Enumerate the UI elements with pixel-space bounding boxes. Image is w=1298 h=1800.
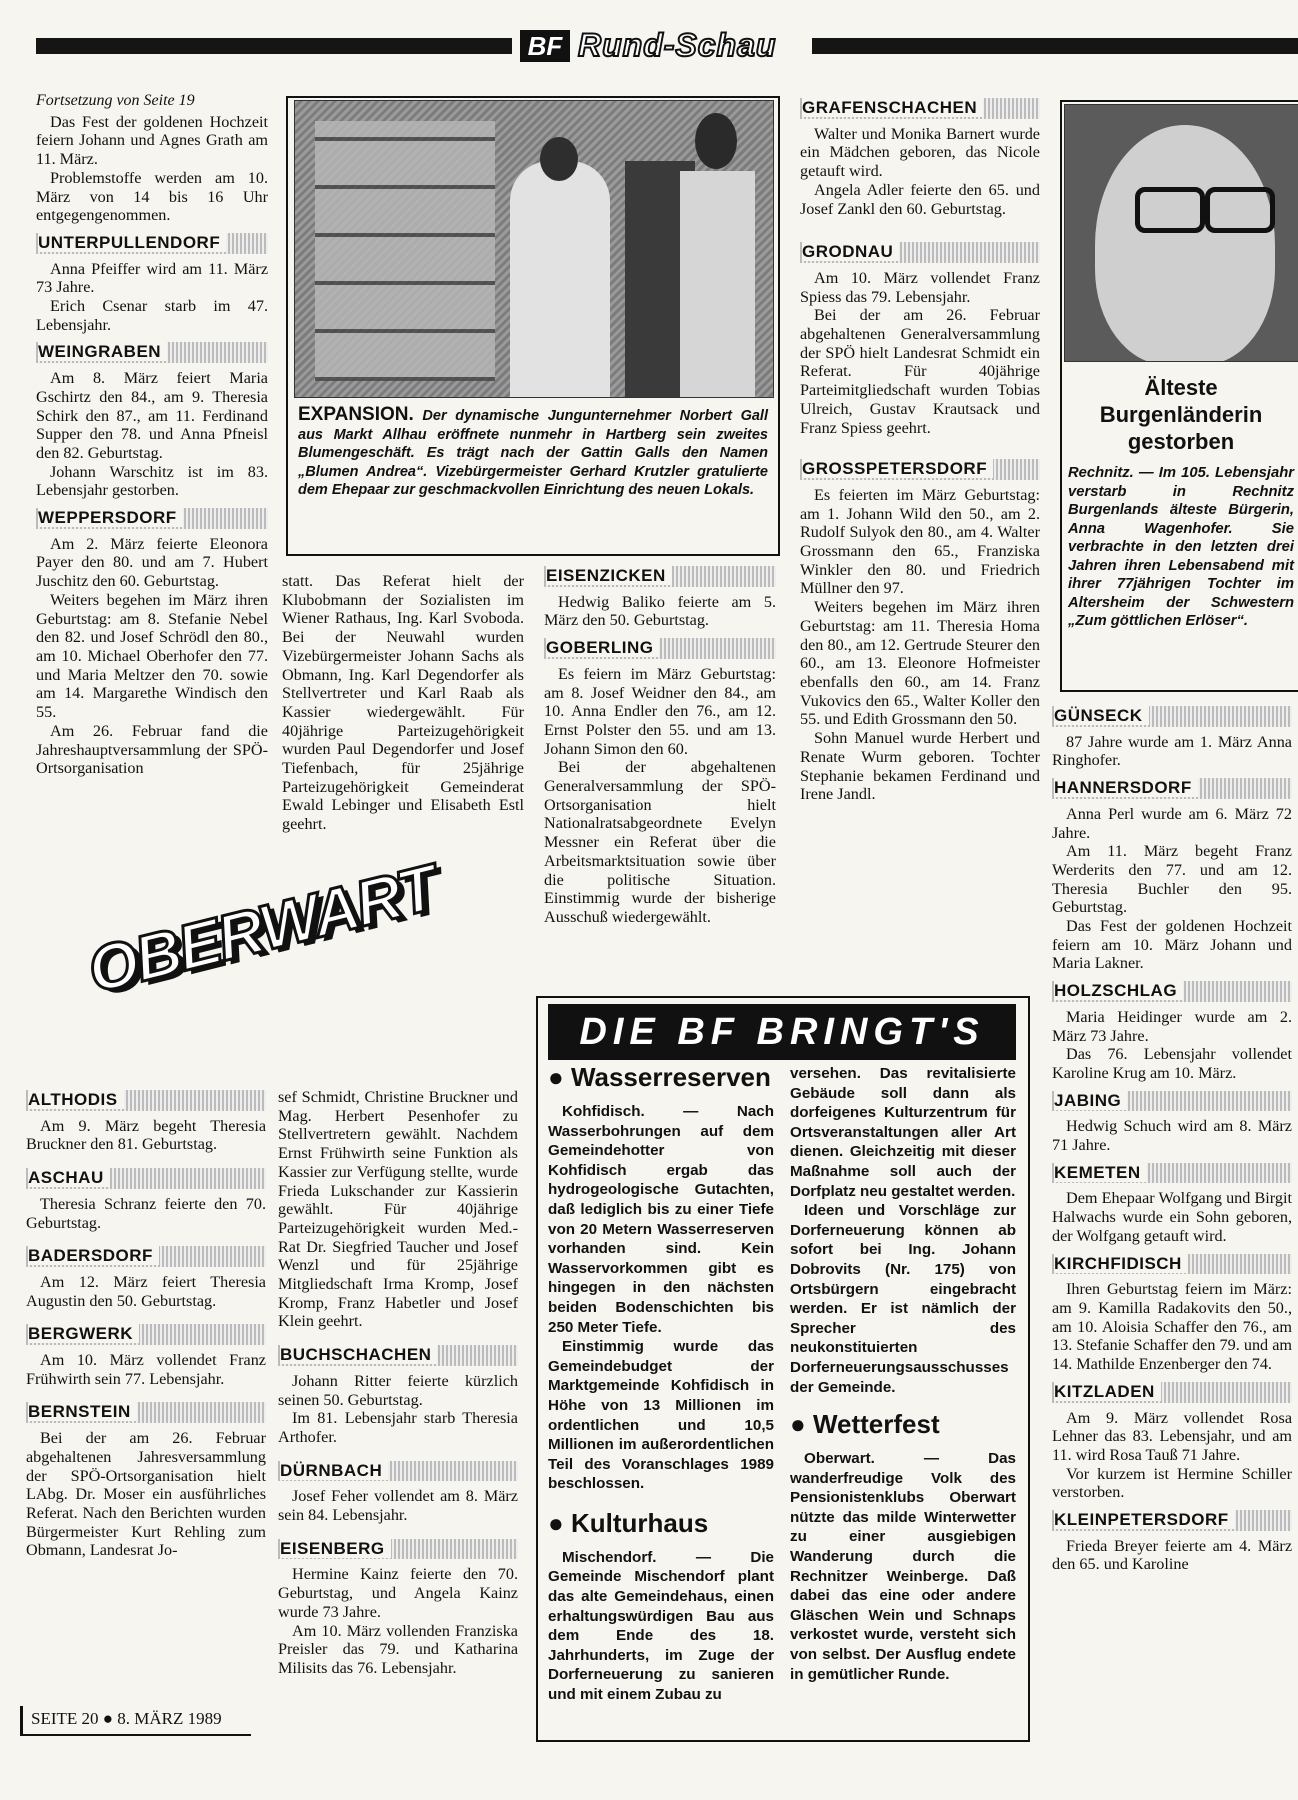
paragraph: Das Fest der goldenen Hochzeit feiern am 10. März Johann und Maria Lakner. <box>1052 917 1292 973</box>
paragraph: Anna Pfeiffer wird am 11. März 73 Jahre. <box>36 259 268 297</box>
obituary-text: Rechnitz. — Im 105. Lebensjahr verstarb in Rechnitz Burgenlands älteste Bürgerin, Anna Wagenhofer. Sie verbrachte in den letzten drei Jahren ihren Lebensabend mit ihrer 77jährigen Tochter im Altersheim der Schwestern „Zum göttlichen Erlöser“. <box>1068 465 1294 629</box>
section-heading: BERNSTEIN <box>26 1402 266 1423</box>
paragraph: Ideen und Vorschläge zur Dorferneuerung können ab sofort bei Ing. Johann Dobrovits (Nr. 175) von Ortsbürgern eingebracht werden. Er ist nämlich der Sprecher des neukonstituierten Dorferneuerungsausschusses der Gemeinde. <box>790 1202 1016 1396</box>
paragraph: versehen. Das revitalisierte Gebäude soll dann als dorfeigenes Kulturzentrum für Ortsveranstaltungen aller Art dienen. Gleichzeitig mit dieser Maßnahme soll auch der Dorfplatz neu gestaltet werden. <box>790 1065 1016 1200</box>
section-heading: WEINGRABEN <box>36 342 268 363</box>
paragraph: Frieda Breyer feierte am 4. März den 65. und Karoline <box>1052 1536 1292 1574</box>
paragraph: 87 Jahre wurde am 1. März Anna Ringhofer. <box>1052 732 1292 770</box>
obituary-headline: Älteste Burgenländerin gestorben <box>1099 375 1263 454</box>
paragraph: Einstimmig wurde das Gemeindebudget der Marktgemeinde Kohfidisch in Höhe von 13 Millionen im ordentlichen und 10,5 Millionen im außerordentlichen Teil des Voranschlages 1989 beschlossen. <box>548 1338 774 1493</box>
section-heading: KEMETEN <box>1052 1163 1292 1184</box>
page-footer: SEITE 20 ● 8. MÄRZ 1989 <box>20 1706 251 1736</box>
paragraph: Im 81. Lebensjahr starb Theresia Arthofer. <box>278 1409 518 1446</box>
column-4 <box>800 98 1040 804</box>
paragraph: Weiters begehen im März ihren Geburtstag: am 11. Theresia Homa den 80., am 12. Gertrude Steurer den 60., am 13. Eleonore Hofmeister ebenfalls den 60., am 14. Franz Vukovics den 65., Walter Koller den 55. und Edith Grossmann den 50. <box>800 598 1040 729</box>
masthead-logo: BF <box>520 30 570 62</box>
paragraph: Am 9. März vollendet Rosa Lehner das 83. Lebensjahr, und am 11. wird Rosa Tauß 71 Jahre. <box>1052 1408 1292 1464</box>
paragraph: Ihren Geburtstag feiern im März: am 9. Kamilla Radakovits den 50., am 10. Aloisia Schaffer den 76., am 13. Stefanie Schaffer den 79. und am 14. Mathilde Enzenberger den 74. <box>1052 1280 1292 1374</box>
paragraph: Am 9. März begeht Theresia Bruckner den 81. Geburtstag. <box>26 1116 266 1154</box>
portrait-photo <box>1064 104 1298 362</box>
paragraph: Weiters begehen im März ihren Geburtstag: am 8. Stefanie Nebel den 82. und Josef Schrödl den 80., am 10. Michael Oberhofer den 77. und Maria Meltzer den 70. sowie am 14. Margarethe Windisch den 55. <box>36 590 268 722</box>
section-heading: JABING <box>1052 1091 1292 1112</box>
paragraph: Am 12. März feiert Theresia Augustin den 50. Geburtstag. <box>26 1272 266 1310</box>
bf-left-column <box>548 1062 774 1705</box>
paragraph: Bei der am 26. Februar abgehaltenen Generalversammlung der SPÖ hielt Landesrat Schmidt ein Referat. Für 40jährige Parteimitgliedschaft wurden Tobias Ulreich, Gustav Krautsack und Franz Spiess geehrt. <box>800 306 1040 437</box>
paragraph: Josef Feher vollendet am 8. März sein 84. Lebensjahr. <box>278 1487 518 1525</box>
section-heading: ALTHODIS <box>26 1090 266 1111</box>
section-heading: KITZLADEN <box>1052 1382 1292 1403</box>
paragraph: Am 8. März feiert Maria Gschirtz den 84., am 9. Theresia Schirk den 87., am 11. Ferdinand Supper den 78. und Anna Pfneisl den 82. Geburtstag. <box>36 369 268 462</box>
bf-right-column <box>790 1064 1016 1684</box>
paragraph: Anna Perl wurde am 6. März 72 Jahre. <box>1052 804 1292 842</box>
paragraph: Oberwart. — Das wanderfreudige Volk des Pensionistenklubs Oberwart nützte das milde Winterwetter zu einer ausgiebigen Wanderung durch die Rechnitzer Weinberge. Daß dabei das eine oder andere Gläschen Wein und Schnaps verkostet wurde, versteht sich von selbst. Der Ausflug endete in gemütlicher Runde. <box>790 1450 1016 1683</box>
paragraph: Johann Ritter feierte kürzlich seinen 50. Geburtstag. <box>278 1371 518 1409</box>
paragraph: Kohfidisch. — Nach Wasserbohrungen auf dem Gemeindehotter von Kohfidisch ergab das hydrogeologische Gutachten, daß lediglich bis zu einer Tiefe von 20 Metern Wasserreserven vorhanden sind. Kein Wasservorkommen gibt es hingegen in den nächsten beiden Bodenschichten bis 250 Meter Tiefe. <box>548 1103 774 1336</box>
masthead-section: Rund-Schau <box>578 27 777 63</box>
oberwart-title: OBERWART <box>80 850 443 1007</box>
bf-bringts-banner: DIE BF BRINGT'S <box>548 1004 1016 1060</box>
lower-column-1 <box>26 1090 266 1560</box>
section-heading: KIRCHFIDISCH <box>1052 1254 1292 1275</box>
article-heading: ● Wetterfest <box>790 1409 940 1440</box>
paragraph: Hedwig Baliko feierte am 5. März den 50. Geburtstag. <box>544 592 776 630</box>
photo-flower-shop <box>294 100 774 398</box>
paragraph: Sohn Manuel wurde Herbert und Renate Wurm geboren. Tochter Stephanie bekamen Ferdinand und Irene Jandl. <box>800 729 1040 804</box>
paragraph: Es feiern im März Geburtstag: am 8. Josef Weidner den 84., am 10. Anna Endler den 76., am 12. Ernst Polster den 55. und am 13. Johann Simon den 60. <box>544 664 776 758</box>
column-2-continuation <box>282 572 524 834</box>
masthead-bar-left <box>36 38 512 54</box>
section-heading: HANNERSDORF <box>1052 778 1292 799</box>
section-heading: DÜRNBACH <box>278 1461 518 1482</box>
section-heading: GROSSPETERSDORF <box>800 459 1040 480</box>
column-5 <box>1052 706 1292 1574</box>
section-heading: UNTERPULLENDORF <box>36 233 268 254</box>
paragraph: Am 2. März feierte Eleonora Payer den 80. und am 7. Hubert Juschitz den 60. Geburtstag. <box>36 534 268 591</box>
paragraph: Johann Warschitz ist im 83. Lebensjahr gestorben. <box>36 462 268 500</box>
paragraph: Vor kurzem ist Hermine Schiller verstorben. <box>1052 1464 1292 1502</box>
paragraph: Hedwig Schuch wird am 8. März 71 Jahre. <box>1052 1117 1292 1155</box>
paragraph: Angela Adler feierte den 65. und Josef Zankl den 60. Geburtstag. <box>800 180 1040 218</box>
paragraph: sef Schmidt, Christine Bruckner und Mag. Herbert Pesenhofer zu Stellvertretern gewählt. Nachdem Ernst Frühwirth seine Funktion als Kassier zur Verfügung stellte, wurde Frieda Lukschander zur Kassierin gewählt. Für 40jährige Parteizugehörigkeit wurden Med.-Rat Dr. Siegfried Taucher und Josef Wenzl und für 25jährige Mitgliedschaft Irma Kromp, Josef Kromp, Franz Habetler und Josef Klein geehrt. <box>278 1088 518 1331</box>
section-heading: GÜNSECK <box>1052 706 1292 727</box>
paragraph: Problemstoffe werden am 10. März von 14 bis 16 Uhr entgegengenommen. <box>36 168 268 225</box>
caption-lead: EXPANSION. <box>298 404 414 425</box>
paragraph: Am 11. März begeht Franz Werderits den 77. und am 12. Theresia Buchler den 95. Geburtstag. <box>1052 842 1292 917</box>
paragraph: Bei der am 26. Februar abgehaltenen Jahresversammlung der SPÖ-Ortsorganisation hielt LAbg. Dr. Moser ein ausführliches Referat. Nach den Berichten wurden Bürgermeister Kurt Rehling zum Obmann, Landesrat Jo- <box>26 1429 266 1560</box>
paragraph: statt. Das Referat hielt der Klubobmann der Sozialisten im Wiener Rathaus, Ing. Karl Svoboda. Bei der Neuwahl wurden Vizebürgermeister Johann Sachs als Obmann, Ing. Karl Degendorfer als Stellvertreter und Karl Raab als Kassier wiedergewählt. Für 40jährige Parteizugehörigkeit wurden Paul Degendorfer und Josef Tiefenbach, für 25jährige Parteizugehörigkeit Gemeinderat Ewald Lebinger und Elisabeth Estl geehrt. <box>282 572 524 834</box>
paragraph: Mischendorf. — Die Gemeinde Mischendorf plant das alte Gemeindehaus, einen erhaltungswürdigen Bau aus dem Ende des 18. Jahrhunderts, im Zuge der Dorferneuerung zu sanieren und mit einem Zubau zu <box>548 1548 774 1704</box>
column-3 <box>544 566 776 927</box>
paragraph: Es feierten im März Geburtstag: am 1. Johann Wild den 50., am 2. Rudolf Sulyok den 80., am 4. Walter Grossmann den 65., Franziska Winkler den 80. und Friedrich Müllner den 97. <box>800 485 1040 598</box>
section-heading: KLEINPETERSDORF <box>1052 1510 1292 1531</box>
photo-caption <box>298 406 768 500</box>
paragraph: Bei der abgehaltenen Generalversammlung der SPÖ-Ortsorganisation hielt Nationalratsabgeordnete Evelyn Messner ein Referat über die Arbeitsmarktsituation sowie über die politische Situation. Einstimmig wurde der bisherige Ausschuß wiedergewählt. <box>544 758 776 926</box>
article-heading: ● Kulturhaus <box>548 1507 709 1538</box>
section-heading: GRODNAU <box>800 242 1040 263</box>
section-heading: ASCHAU <box>26 1168 266 1189</box>
paragraph: Walter und Monika Barnert wurde ein Mädchen geboren, das Nicole getauft wird. <box>800 124 1040 181</box>
paragraph: Am 10. März vollendet Franz Spiess das 79. Lebensjahr. <box>800 268 1040 306</box>
section-heading: EISENZICKEN <box>544 566 776 587</box>
section-heading: HOLZSCHLAG <box>1052 981 1292 1002</box>
lower-column-2 <box>278 1088 518 1678</box>
section-heading: BADERSDORF <box>26 1246 266 1267</box>
paragraph: Das 76. Lebensjahr vollendet Karoline Krug am 10. März. <box>1052 1045 1292 1082</box>
section-heading: BERGWERK <box>26 1324 266 1345</box>
paragraph: Maria Heidinger wurde am 2. März 73 Jahre. <box>1052 1007 1292 1045</box>
paragraph: Dem Ehepaar Wolfgang und Birgit Halwachs wurde ein Sohn geboren, der Wolfgang getauft wird. <box>1052 1189 1292 1245</box>
paragraph: Am 10. März vollenden Franziska Preisler das 79. und Katharina Milisits das 76. Lebensjahr. <box>278 1621 518 1677</box>
continuation-note: Fortsetzung von Seite 19 <box>36 92 195 109</box>
column-1 <box>36 92 268 778</box>
article-heading: ● Wasserreserven <box>548 1062 771 1092</box>
paragraph: Am 10. März vollendet Franz Frühwirth sein 77. Lebensjahr. <box>26 1351 266 1388</box>
section-heading: GRAFENSCHACHEN <box>800 98 1040 119</box>
section-heading: EISENBERG <box>278 1539 518 1560</box>
section-heading: BUCHSCHACHEN <box>278 1345 518 1366</box>
paragraph: Erich Csenar starb im 47. Lebensjahr. <box>36 297 268 334</box>
masthead-bar-right <box>812 38 1298 54</box>
paragraph: Das Fest der goldenen Hochzeit feiern Johann und Agnes Grath am 11. März. <box>36 112 268 169</box>
paragraph: Hermine Kainz feierte den 70. Geburtstag, und Angela Kainz wurde 73 Jahre. <box>278 1565 518 1621</box>
section-heading: GOBERLING <box>544 638 776 659</box>
caption-text: Der dynamische Jungunternehmer Norbert Gall aus Markt Allhau eröffnete nunmehr in Hartberg sein zweites Blumengeschäft. Es trägt nach der Gattin Galls den Namen „Blumen Andrea“. Vizebürgermeister Gerhard Krutzler gratulierte dem Ehepaar zur geschmackvollen Einrichtung des neuen Lokals. <box>298 408 768 498</box>
paragraph: Theresia Schranz feierte den 70. Geburtstag. <box>26 1194 266 1232</box>
section-heading: WEPPERSDORF <box>36 508 268 529</box>
paragraph: Am 26. Februar fand die Jahreshauptversammlung der SPÖ-Ortsorganisation <box>36 721 268 778</box>
